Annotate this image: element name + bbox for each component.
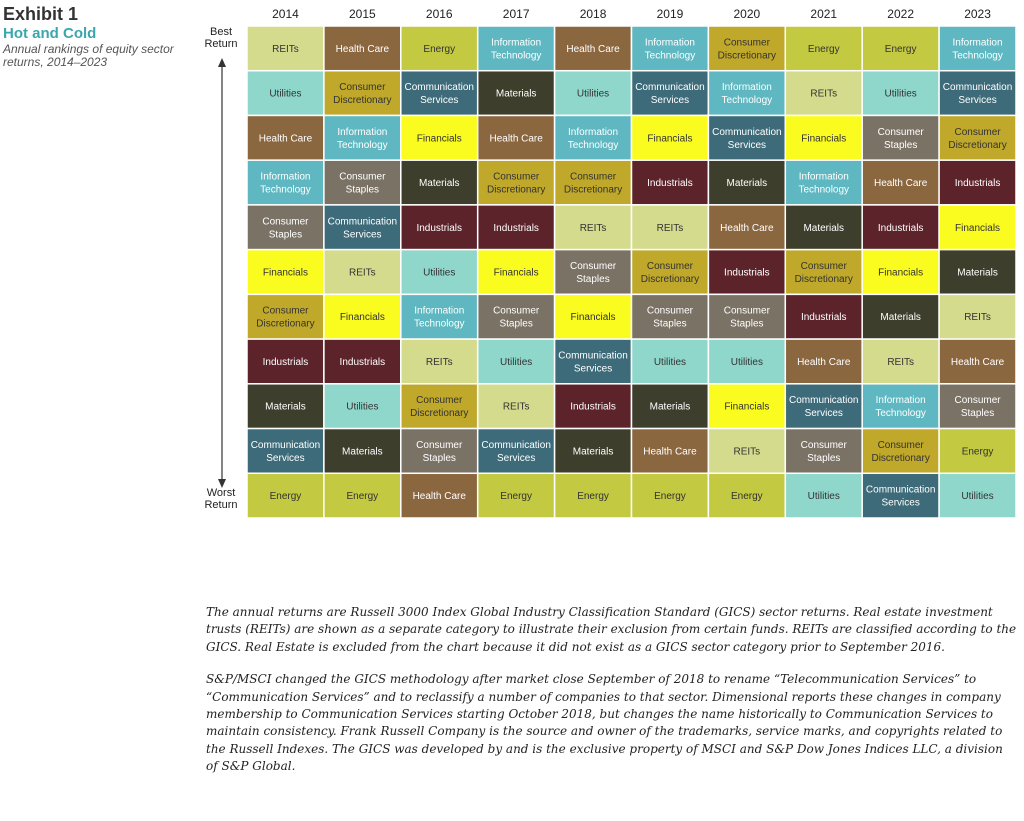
cell-2018-rank-6 <box>555 250 632 295</box>
cell-2022-rank-1 <box>862 26 939 71</box>
cell-2014-rank-1 <box>247 26 324 71</box>
sector-label: Energy <box>731 491 763 503</box>
sector-label: REITs <box>349 267 376 279</box>
cell-2017-rank-4 <box>478 160 555 205</box>
sector-label: Staples <box>807 452 841 464</box>
cell-2021-rank-5 <box>785 205 862 250</box>
sector-label: Industrials <box>493 222 539 234</box>
sector-label: Health Care <box>412 491 466 503</box>
sector-label: Staples <box>422 452 456 464</box>
cell-2018-rank-5 <box>555 205 632 250</box>
sector-label: Consumer <box>954 126 1001 138</box>
sector-label: Services <box>804 408 843 420</box>
sector-label: Technology <box>413 318 465 330</box>
cell-2018-rank-11 <box>555 473 632 518</box>
sector-label: Consumer <box>339 171 386 183</box>
sector-label: Information <box>721 82 772 94</box>
sector-label: Energy <box>884 43 917 55</box>
cell-2022-rank-10 <box>862 429 939 474</box>
cell-2015-rank-8 <box>324 339 401 384</box>
cell-2014-rank-2 <box>247 71 324 116</box>
sector-label: Consumer <box>954 395 1001 407</box>
sector-label: Discretionary <box>563 184 623 196</box>
cell-2021-rank-8 <box>785 339 862 384</box>
sector-label: Technology <box>644 50 696 62</box>
sector-label: Consumer <box>723 37 770 49</box>
sector-label: Communication <box>789 395 859 407</box>
sector-label: Information <box>644 37 695 49</box>
cell-2016-rank-5 <box>401 205 478 250</box>
cell-2020-rank-4 <box>708 160 785 205</box>
cell-2022-rank-2 <box>862 71 939 116</box>
sector-label: Discretionary <box>948 139 1007 151</box>
sector-label: Energy <box>346 491 379 503</box>
sector-label: Utilities <box>269 88 302 100</box>
cell-2019-rank-10 <box>632 429 709 474</box>
sector-label: Consumer <box>493 305 540 317</box>
sector-label: Utilities <box>653 356 687 368</box>
cell-2016-rank-1 <box>401 26 478 71</box>
cell-2014-rank-3 <box>247 115 324 160</box>
sector-label: Consumer <box>800 439 847 451</box>
cell-2023-rank-7 <box>939 294 1016 339</box>
year-header-2014: 2014 <box>272 7 299 21</box>
sector-label: Services <box>420 95 459 107</box>
sector-label: Communication <box>404 82 474 94</box>
cell-2014-rank-7 <box>247 294 324 339</box>
cell-2022-rank-9 <box>862 384 939 429</box>
cell-2016-rank-11 <box>401 473 478 518</box>
sector-label: Industrials <box>954 178 1001 190</box>
cell-2017-rank-6 <box>478 250 555 295</box>
sector-label: Industrials <box>570 401 616 413</box>
sector-tile <box>632 250 709 295</box>
cell-2022-rank-11 <box>862 473 939 518</box>
sector-label: Information <box>952 37 1003 49</box>
sector-tile <box>785 250 862 295</box>
sector-label: Technology <box>260 184 311 196</box>
sector-label: REITs <box>579 222 607 234</box>
cell-2021-rank-4 <box>785 160 862 205</box>
sector-label: Communication <box>250 439 321 451</box>
sector-label: REITs <box>502 401 530 413</box>
sector-label: Services <box>496 452 536 464</box>
sector-label: Energy <box>961 446 994 458</box>
cell-2019-rank-6 <box>632 250 709 295</box>
sector-label: Health Care <box>258 133 313 145</box>
cell-2020-rank-1 <box>708 26 785 71</box>
sector-label: Materials <box>495 88 537 100</box>
cell-2016-rank-3 <box>401 115 478 160</box>
sector-label: REITs <box>964 312 991 324</box>
sector-label: Consumer <box>262 216 309 228</box>
sector-label: Energy <box>654 491 686 503</box>
sector-label: Health Care <box>643 446 697 458</box>
sector-label: Financials <box>801 133 847 145</box>
sector-label: Health Care <box>720 222 774 234</box>
sector-label: Consumer <box>569 261 617 272</box>
sector-label: REITs <box>733 446 761 458</box>
sector-label: Industrials <box>262 356 309 368</box>
best-return-label: Best Return <box>204 26 238 50</box>
year-header-2022: 2022 <box>887 7 915 21</box>
footnote-gics: The annual returns are Russell 3000 Index Global Industry Classification Standard (GICS) sector returns. Real estate investment trusts (REITs) are shown as a separate category to illustrate their exclusion from certain funds. REITs are classified according to the GICS. Real Estate is excluded from the chart because it did not exist as a GICS sector category prior to September 2016. <box>206 605 1017 654</box>
cell-2015-rank-11 <box>324 473 401 518</box>
sector-label: Financials <box>262 267 308 279</box>
year-header-2015: 2015 <box>348 7 376 21</box>
cell-2020-rank-8 <box>708 339 785 384</box>
sector-label: Communication <box>942 82 1013 94</box>
cell-2017-rank-5 <box>478 205 555 250</box>
sector-label: Materials <box>342 446 383 458</box>
sector-label: Consumer <box>646 305 694 317</box>
cell-2018-rank-1 <box>555 26 632 71</box>
cell-2018-rank-8 <box>555 339 632 384</box>
cell-2019-rank-4 <box>632 160 709 205</box>
cell-2023-rank-11 <box>939 473 1016 518</box>
cell-2017-rank-8 <box>478 339 555 384</box>
sector-label: Industrials <box>339 356 386 368</box>
worst-return-label: Worst Return <box>204 487 238 511</box>
cell-2018-rank-2 <box>555 71 632 116</box>
sector-label: Financials <box>955 222 1001 234</box>
cell-2015-rank-6 <box>324 250 401 295</box>
sector-label: Industrials <box>416 222 463 234</box>
sector-label: Materials <box>572 446 614 458</box>
cell-2023-rank-2 <box>939 71 1016 116</box>
sector-label: Technology <box>567 139 619 151</box>
cell-2017-rank-9 <box>478 384 555 429</box>
sector-label: Discretionary <box>256 318 315 330</box>
sector-label: Communication <box>481 439 551 451</box>
sector-label: Staples <box>576 274 610 285</box>
cell-2014-rank-8 <box>247 339 324 384</box>
sector-label: Services <box>881 497 920 509</box>
sector-label: Financials <box>878 267 924 279</box>
cell-2022-rank-6 <box>862 250 939 295</box>
sector-label: Consumer <box>723 305 770 317</box>
cell-2020-rank-11 <box>708 473 785 518</box>
sector-label: Consumer <box>877 126 924 138</box>
cell-2016-rank-8 <box>401 339 478 384</box>
cell-2020-rank-2 <box>708 71 785 116</box>
cell-2021-rank-10 <box>785 429 862 474</box>
cell-2023-rank-3 <box>939 115 1016 160</box>
cell-2020-rank-5 <box>708 205 785 250</box>
cell-2017-rank-3 <box>478 115 555 160</box>
cell-2021-rank-7 <box>785 294 862 339</box>
cell-2015-rank-3 <box>324 115 401 160</box>
sector-label: Staples <box>883 139 918 151</box>
sector-label: Materials <box>418 178 460 190</box>
sector-label: Health Care <box>873 178 928 190</box>
cell-2018-rank-7 <box>555 294 632 339</box>
cell-2015-rank-4 <box>324 160 401 205</box>
sector-label: Staples <box>345 184 380 196</box>
cell-2018-rank-4 <box>555 160 632 205</box>
sector-label: Services <box>650 95 690 107</box>
sector-label: Materials <box>803 222 845 234</box>
cell-2023-rank-1 <box>939 26 1016 71</box>
sector-label: REITs <box>810 88 838 100</box>
year-header-2018: 2018 <box>579 7 607 21</box>
sector-label: Information <box>875 395 926 407</box>
cell-2017-rank-1 <box>478 26 555 71</box>
cell-2019-rank-5 <box>632 205 709 250</box>
sector-label: Discretionary <box>640 274 700 285</box>
cell-2014-rank-11 <box>247 473 324 518</box>
sector-label: Energy <box>577 491 609 503</box>
cell-2023-rank-6 <box>939 250 1016 295</box>
exhibit-number: Exhibit 1 <box>3 4 79 24</box>
sector-label: Services <box>343 229 382 241</box>
sector-label: Consumer <box>800 261 847 272</box>
cell-2015-rank-2 <box>324 71 401 116</box>
sector-label: Information <box>798 171 849 183</box>
sector-label: Staples <box>653 318 687 330</box>
cell-2019-rank-2 <box>632 71 709 116</box>
sector-label: Utilities <box>500 356 533 368</box>
sector-label: Financials <box>493 267 539 279</box>
sector-label: Staples <box>268 229 303 241</box>
sector-label: Services <box>958 95 997 107</box>
sector-label: Materials <box>726 178 768 190</box>
cell-2014-rank-9 <box>247 384 324 429</box>
sector-label: Discretionary <box>794 274 853 285</box>
sector-label: Utilities <box>576 88 610 100</box>
cell-2015-rank-1 <box>324 26 401 71</box>
sector-label: REITs <box>272 43 299 55</box>
sector-label: Discretionary <box>871 452 930 464</box>
cell-2023-rank-5 <box>939 205 1016 250</box>
sector-label: Industrials <box>877 222 924 234</box>
sector-label: Technology <box>490 50 542 62</box>
sector-label: Discretionary <box>333 95 392 107</box>
sector-label: Technology <box>952 50 1003 62</box>
sector-label: Health Care <box>335 43 390 55</box>
sector-label: Communication <box>558 350 628 362</box>
sector-label: Materials <box>880 312 921 324</box>
cell-2016-rank-6 <box>401 250 478 295</box>
cell-2021-rank-1 <box>785 26 862 71</box>
sector-label: Staples <box>499 318 533 330</box>
sector-label: REITs <box>887 356 914 368</box>
cell-2021-rank-6 <box>785 250 862 295</box>
cell-2016-rank-9 <box>401 384 478 429</box>
sector-label: Financials <box>647 133 693 145</box>
cell-2014-rank-4 <box>247 160 324 205</box>
sector-label: Financials <box>570 312 616 324</box>
cell-2018-rank-10 <box>555 429 632 474</box>
year-header-2016: 2016 <box>425 7 453 21</box>
cell-2023-rank-9 <box>939 384 1016 429</box>
cell-2015-rank-5 <box>324 205 401 250</box>
cell-2019-rank-8 <box>632 339 709 384</box>
sector-label: Consumer <box>646 261 694 272</box>
cell-2019-rank-1 <box>632 26 709 71</box>
sector-label: Technology <box>798 184 850 196</box>
sector-label: Information <box>568 126 619 138</box>
sector-label: Consumer <box>339 82 386 94</box>
sector-label: Health Care <box>797 356 851 368</box>
sector-label: Industrials <box>647 178 693 190</box>
sector-label: Staples <box>730 318 764 330</box>
sector-label: Utilities <box>884 88 917 100</box>
cell-2022-rank-4 <box>862 160 939 205</box>
sector-label: Services <box>573 363 613 375</box>
cell-2022-rank-8 <box>862 339 939 384</box>
cell-2017-rank-11 <box>478 473 555 518</box>
sector-label: Health Care <box>566 43 620 55</box>
sector-label: Financials <box>724 401 770 413</box>
chart-title: Hot and Cold <box>3 25 97 42</box>
sector-label: Materials <box>265 401 306 413</box>
cell-2022-rank-3 <box>862 115 939 160</box>
cell-2021-rank-3 <box>785 115 862 160</box>
sector-label: Financials <box>416 133 462 145</box>
sector-label: Consumer <box>262 305 309 317</box>
sector-label: Energy <box>807 43 840 55</box>
year-header-2021: 2021 <box>810 7 838 21</box>
cell-2018-rank-3 <box>555 115 632 160</box>
sector-label: Information <box>414 305 465 317</box>
year-header-2017: 2017 <box>502 7 530 21</box>
cell-2023-rank-10 <box>939 429 1016 474</box>
sector-label: Health Care <box>489 133 543 145</box>
sector-label: Communication <box>327 216 398 228</box>
sector-label: Discretionary <box>486 184 546 196</box>
sector-label: Industrials <box>800 312 847 324</box>
cell-2015-rank-9 <box>324 384 401 429</box>
footnotes <box>206 604 1018 791</box>
cell-2019-rank-3 <box>632 115 709 160</box>
sector-label: Information <box>491 37 542 49</box>
sector-label: Utilities <box>730 356 763 368</box>
sector-label: Utilities <box>423 267 456 279</box>
cell-2015-rank-10 <box>324 429 401 474</box>
cell-2014-rank-6 <box>247 250 324 295</box>
cell-2014-rank-10 <box>247 429 324 474</box>
cell-2020-rank-9 <box>708 384 785 429</box>
sector-label: Information <box>337 126 388 138</box>
sector-tile <box>555 250 632 295</box>
cell-2017-rank-10 <box>478 429 555 474</box>
sector-label: Consumer <box>569 171 617 183</box>
cell-2014-rank-5 <box>247 205 324 250</box>
sector-label: Utilities <box>346 401 379 413</box>
cell-2021-rank-2 <box>785 71 862 116</box>
cell-2016-rank-2 <box>401 71 478 116</box>
sector-label: Materials <box>957 267 998 279</box>
cell-2023-rank-4 <box>939 160 1016 205</box>
year-header-2023: 2023 <box>964 7 991 21</box>
sector-label: Utilities <box>807 491 840 503</box>
sector-label: Consumer <box>416 439 463 451</box>
sector-label: Health Care <box>950 356 1005 368</box>
cell-2016-rank-4 <box>401 160 478 205</box>
sector-label: Communication <box>712 126 782 138</box>
cell-2019-rank-7 <box>632 294 709 339</box>
cell-2017-rank-7 <box>478 294 555 339</box>
cell-2018-rank-9 <box>555 384 632 429</box>
cell-2020-rank-7 <box>708 294 785 339</box>
sector-label: Communication <box>635 82 705 94</box>
sector-label: Financials <box>339 312 385 324</box>
cell-2021-rank-9 <box>785 384 862 429</box>
sector-label: Technology <box>875 408 926 420</box>
footnote-methodology: S&P/MSCI changed the GICS methodology after market close September of 2018 to rename “Telecommunication Services” to “Communication Services” and to reclassify a number of companies to that sector. Dimensional reports these changes in company membership to Communication Services starting October 2018, but changes the name historically to Communication Services to maintain consistency. Frank Russell Company is the source and owner of the trademarks, service marks, and copyrights related to the Russell Indexes. The GICS was developed by and is the exclusive property of MSCI and S&P Dow Jones Indices LLC, a division of S&P Global. <box>206 672 1003 774</box>
sector-label: Services <box>727 139 767 151</box>
sector-label: Industrials <box>724 267 770 279</box>
year-header-2020: 2020 <box>733 7 761 21</box>
sector-label: Discretionary <box>717 50 777 62</box>
sector-label: REITs <box>656 222 684 234</box>
cell-2016-rank-7 <box>401 294 478 339</box>
sector-label: Discretionary <box>410 408 469 420</box>
sector-label: Consumer <box>877 439 924 451</box>
cell-2019-rank-11 <box>632 473 709 518</box>
year-header-2019: 2019 <box>656 7 684 21</box>
cell-2020-rank-3 <box>708 115 785 160</box>
sector-label: REITs <box>425 356 453 368</box>
sector-label: Energy <box>269 491 302 503</box>
sector-label: Utilities <box>961 491 994 503</box>
cell-2020-rank-10 <box>708 429 785 474</box>
sector-label: Energy <box>423 43 456 55</box>
cell-2019-rank-9 <box>632 384 709 429</box>
cell-2022-rank-5 <box>862 205 939 250</box>
sector-label: Staples <box>960 408 995 420</box>
sector-label: Communication <box>865 484 936 496</box>
sector-label: Services <box>266 452 305 464</box>
sector-label: Information <box>260 171 311 183</box>
cell-2015-rank-7 <box>324 294 401 339</box>
sector-label: Consumer <box>493 171 540 183</box>
cell-2020-rank-6 <box>708 250 785 295</box>
sector-label: Materials <box>649 401 691 413</box>
cell-2022-rank-7 <box>862 294 939 339</box>
cell-2016-rank-10 <box>401 429 478 474</box>
sector-label: Energy <box>500 491 532 503</box>
sector-label: Technology <box>721 95 773 107</box>
cell-2023-rank-8 <box>939 339 1016 384</box>
cell-2021-rank-11 <box>785 473 862 518</box>
sector-label: Technology <box>337 139 388 151</box>
chart-description: Annual rankings of equity sector returns, 2014–2023 <box>3 42 174 69</box>
sector-label: Consumer <box>416 395 463 407</box>
cell-2017-rank-2 <box>478 71 555 116</box>
